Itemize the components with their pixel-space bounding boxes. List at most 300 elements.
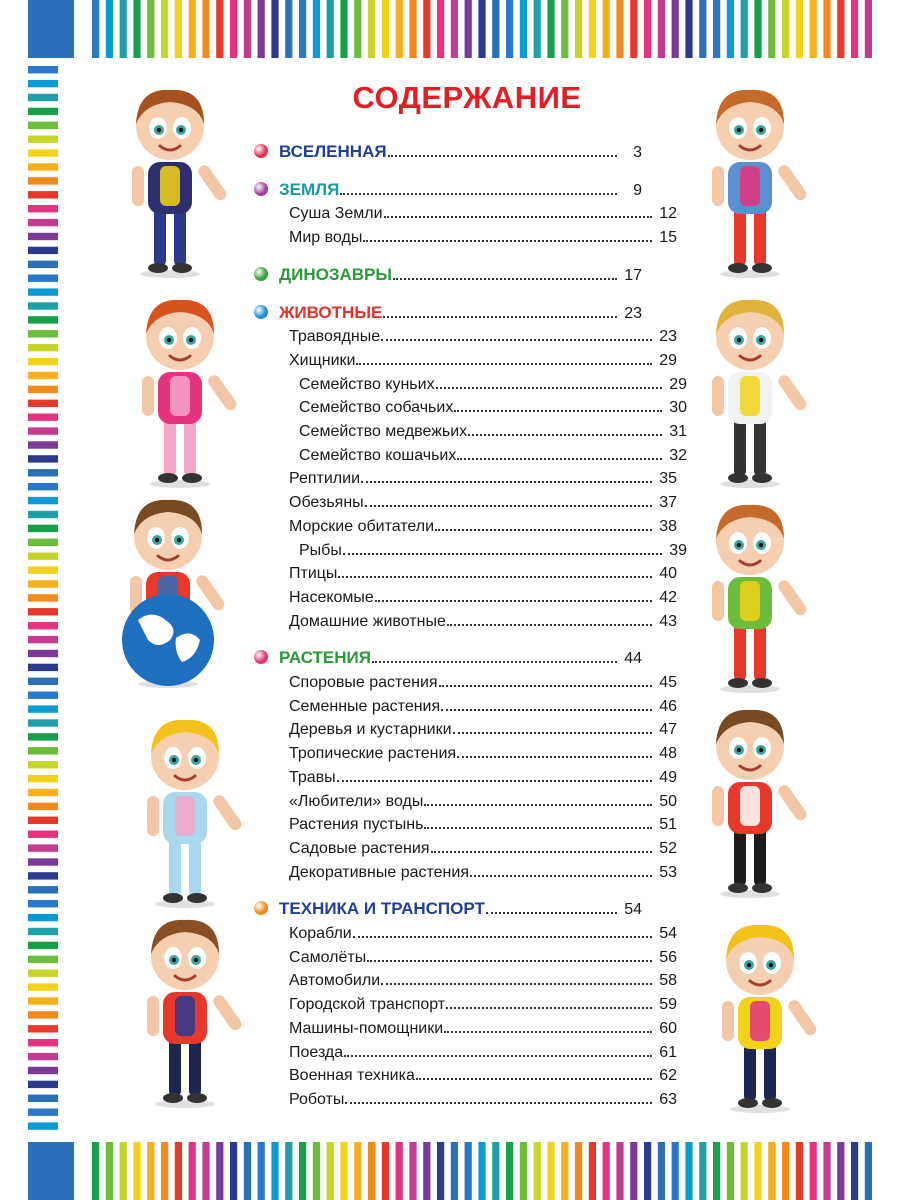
dot-leader: [345, 1102, 652, 1104]
dot-leader: [454, 410, 662, 412]
bullet-dot-icon: [254, 182, 268, 196]
toc-entry-row: [254, 741, 677, 763]
border-stripe: [28, 858, 58, 865]
toc-label: ЖИВОТНЫЕ: [279, 302, 383, 322]
border-stripe: [28, 1039, 58, 1046]
border-stripe: [133, 1142, 140, 1200]
border-stripe: [28, 1081, 58, 1088]
toc-page-number: 61: [659, 1043, 677, 1061]
toc-label: Травоядные: [289, 328, 381, 346]
border-stripe: [230, 1142, 237, 1200]
border-stripe: [28, 705, 58, 712]
toc-entry-row: [254, 348, 677, 370]
toc-label: Декоративные растения: [289, 863, 469, 881]
toc-entry-row: [254, 585, 677, 607]
toc-page-number: 42: [659, 588, 677, 606]
toc-label: Автомобили: [289, 972, 381, 990]
border-stripe: [147, 0, 154, 58]
border-stripe: [28, 344, 58, 351]
border-stripe: [285, 1142, 292, 1200]
dot-leader: [436, 387, 662, 389]
toc-entry-row: [254, 561, 677, 583]
toc-page-number: 59: [659, 996, 677, 1014]
dot-leader: [431, 851, 653, 853]
border-stripe: [28, 441, 58, 448]
toc-entry-row: [254, 836, 677, 858]
border-stripe: [768, 1142, 775, 1200]
border-stripe: [478, 0, 485, 58]
border-stripe: [423, 1142, 430, 1200]
border-stripe: [354, 1142, 361, 1200]
border-stripe: [28, 94, 58, 101]
border-stripe: [28, 386, 58, 393]
toc-entry-row: [254, 466, 677, 488]
toc-label: Тропические растения: [289, 745, 457, 763]
dot-leader: [470, 875, 652, 877]
toc-label: ВСЕЛЕННАЯ: [279, 142, 387, 161]
border-stripe: [699, 1142, 706, 1200]
border-stripe: [741, 1142, 748, 1200]
toc-entry-row: [254, 372, 687, 394]
border-stripe: [28, 427, 58, 434]
border-stripe: [727, 1142, 734, 1200]
border-stripe: [28, 191, 58, 198]
border-stripe: [258, 1142, 265, 1200]
border-stripe: [451, 0, 458, 58]
toc-entry-row: [254, 324, 677, 346]
border-stripe: [340, 0, 347, 58]
border-stripe: [644, 1142, 651, 1200]
border-stripe: [768, 0, 775, 58]
toc-label: Травы: [289, 768, 336, 786]
bullet-dot-icon: [254, 305, 268, 319]
toc-label: Хищники: [289, 351, 356, 369]
girl-blonde-pigtails-illustration: [125, 710, 245, 910]
toc-entry-row: [254, 717, 677, 739]
toc-entry-row: [254, 490, 677, 512]
dot-leader: [424, 804, 652, 806]
border-stripe: [175, 1142, 182, 1200]
border-stripe: [28, 108, 58, 115]
border-stripe: [258, 0, 265, 58]
toc-page-number: 12: [659, 205, 677, 223]
border-stripe: [28, 650, 58, 657]
corner-block: [28, 1142, 74, 1200]
border-stripe: [216, 1142, 223, 1200]
toc-label: Садовые растения: [289, 839, 430, 857]
boy-with-books-illustration: [125, 910, 245, 1110]
border-stripe: [630, 1142, 637, 1200]
border-stripe: [865, 0, 872, 58]
border-stripe: [437, 0, 444, 58]
toc-entry-row: [254, 201, 677, 223]
dot-leader: [344, 1055, 652, 1057]
border-stripe: [28, 483, 58, 490]
toc-label: ТЕХНИКА И ТРАНСПОРТ: [279, 899, 485, 919]
toc-entry-row: [254, 1063, 677, 1085]
border-stripe: [28, 233, 58, 240]
toc-page-number: 54: [659, 925, 677, 942]
rainbow-border-bottom: [0, 1142, 900, 1200]
girl-blonde-long-hair-illustration: [700, 915, 820, 1115]
border-stripe: [28, 149, 58, 156]
dot-leader: [441, 709, 652, 711]
toc-label: Мир воды: [289, 229, 363, 247]
toc-label: Споровые растения: [289, 674, 438, 691]
border-stripe: [782, 1142, 789, 1200]
border-stripe: [28, 163, 58, 170]
toc-entry-row: [254, 609, 677, 631]
toc-page-number: 35: [659, 470, 677, 488]
border-stripe: [28, 1122, 58, 1129]
boy-with-globe-illustration: [108, 490, 228, 690]
border-stripe: [313, 0, 320, 58]
border-stripe: [492, 1142, 499, 1200]
toc-entry-row: [254, 789, 677, 811]
boy-red-shirt-illustration: [690, 700, 810, 900]
toc-label: Семенные растения: [289, 697, 441, 715]
bullet-dot-icon: [254, 650, 268, 664]
toc-page-number: 44: [624, 650, 642, 668]
border-stripe: [28, 1067, 58, 1074]
border-stripe: [28, 288, 58, 295]
border-stripe: [478, 1142, 485, 1200]
toc-section-row: [254, 646, 642, 668]
border-stripe: [202, 1142, 209, 1200]
toc-page-number: 15: [659, 229, 677, 247]
border-stripe: [189, 0, 196, 58]
border-stripe: [658, 0, 665, 58]
border-stripe: [28, 872, 58, 879]
toc-entry-row: [254, 514, 677, 536]
border-stripe: [202, 0, 209, 58]
border-stripe: [865, 1142, 872, 1200]
toc-entry-row: [254, 538, 687, 560]
toc-label: РАСТЕНИЯ: [279, 648, 371, 668]
border-stripe: [520, 1142, 527, 1200]
toc-entry-row: [254, 812, 677, 834]
border-stripe: [28, 1053, 58, 1060]
border-stripe: [28, 511, 58, 518]
border-stripe: [851, 0, 858, 58]
border-stripe: [28, 455, 58, 462]
border-stripe: [28, 1095, 58, 1102]
border-stripe: [271, 0, 278, 58]
border-stripe: [28, 1109, 58, 1116]
border-stripe: [28, 553, 58, 560]
toc-label: Роботы: [289, 1090, 345, 1108]
toc-section-row: [254, 178, 642, 200]
border-stripe: [28, 622, 58, 629]
border-stripe: [603, 1142, 610, 1200]
toc-page-number: 39: [669, 541, 687, 559]
border-stripe: [244, 0, 251, 58]
border-stripe: [396, 1142, 403, 1200]
border-stripe: [28, 302, 58, 309]
border-stripe: [28, 136, 58, 143]
border-stripe: [28, 636, 58, 643]
toc-label: ЗЕМЛЯ: [279, 179, 340, 199]
border-stripe: [28, 678, 58, 685]
border-stripe: [354, 0, 361, 58]
toc-label: Домашние животные: [289, 612, 446, 630]
border-stripe: [28, 608, 58, 615]
dot-leader: [457, 756, 652, 758]
toc-page-number: 40: [659, 565, 677, 583]
border-stripe: [810, 0, 817, 58]
toc-label: Деревья и кустарники: [289, 721, 452, 739]
border-stripe: [327, 0, 334, 58]
border-stripe: [465, 0, 472, 58]
border-stripe: [520, 0, 527, 58]
border-stripe: [175, 0, 182, 58]
toc-label: Семейство медвежьих: [299, 423, 468, 440]
dot-leader: [375, 600, 652, 602]
border-stripe: [28, 956, 58, 963]
border-stripe: [561, 0, 568, 58]
dot-leader: [468, 434, 662, 436]
border-stripe: [28, 844, 58, 851]
border-stripe: [506, 0, 513, 58]
border-stripe: [451, 1142, 458, 1200]
dot-leader: [453, 732, 652, 734]
toc-page-number: 31: [669, 423, 687, 440]
border-stripe: [28, 594, 58, 601]
border-stripe: [28, 761, 58, 768]
border-stripe: [92, 1142, 99, 1200]
dot-leader: [353, 936, 652, 938]
toc-page-number: 54: [624, 901, 642, 919]
border-stripe: [382, 0, 389, 58]
border-stripe: [837, 0, 844, 58]
rainbow-border-left: [28, 66, 58, 1134]
border-stripe: [28, 177, 58, 184]
toc-page-number: 37: [659, 494, 677, 512]
border-stripe: [575, 0, 582, 58]
dot-leader: [424, 827, 652, 829]
toc-entry-row: [254, 1087, 677, 1109]
border-stripe: [616, 1142, 623, 1200]
border-stripe: [28, 539, 58, 546]
border-stripe: [28, 970, 58, 977]
border-stripe: [120, 1142, 127, 1200]
border-stripe: [28, 219, 58, 226]
border-stripe: [589, 1142, 596, 1200]
toc-page-number: 29: [669, 375, 687, 393]
border-stripe: [837, 1142, 844, 1200]
dot-leader: [447, 624, 652, 626]
border-stripe: [28, 719, 58, 726]
border-stripe: [409, 0, 416, 58]
border-stripe: [823, 1142, 830, 1200]
border-stripe: [28, 789, 58, 796]
dot-leader: [356, 363, 652, 365]
toc-label: Военная техника: [289, 1067, 415, 1085]
toc-page-number: 52: [659, 839, 677, 857]
toc-label: Птицы: [289, 565, 338, 583]
border-stripe: [28, 664, 58, 671]
border-stripe: [327, 1142, 334, 1200]
toc-page-number: 23: [624, 304, 642, 322]
border-stripe: [28, 400, 58, 407]
border-stripe: [754, 1142, 761, 1200]
toc-section-row: [254, 301, 642, 323]
toc-section-row: [254, 263, 642, 285]
border-stripe: [603, 0, 610, 58]
border-stripe: [28, 692, 58, 699]
dot-leader: [337, 780, 652, 782]
toc-page-number: 32: [669, 446, 687, 464]
border-stripe: [147, 1142, 154, 1200]
border-stripe: [672, 1142, 679, 1200]
toc-entry-row: [254, 443, 687, 465]
toc-page-number: 43: [659, 612, 677, 630]
border-stripe: [465, 1142, 472, 1200]
border-stripe: [340, 1142, 347, 1200]
border-stripe: [28, 997, 58, 1004]
toc-page-number: 56: [659, 948, 677, 966]
toc-entry-row: [254, 860, 677, 882]
toc-label: Обезьяны: [289, 494, 364, 512]
dot-leader: [343, 553, 662, 555]
rainbow-border-top: [0, 0, 900, 58]
border-stripe: [547, 0, 554, 58]
border-stripe: [161, 0, 168, 58]
dot-leader: [383, 316, 617, 318]
dot-leader: [340, 193, 617, 195]
border-stripe: [796, 1142, 803, 1200]
border-stripe: [244, 1142, 251, 1200]
border-stripe: [368, 0, 375, 58]
toc-entry-row: [254, 992, 677, 1014]
border-stripe: [851, 1142, 858, 1200]
border-stripe: [28, 275, 58, 282]
border-stripe: [644, 0, 651, 58]
border-stripe: [782, 0, 789, 58]
toc-section-row: [254, 140, 642, 162]
dot-leader: [446, 1007, 652, 1009]
toc-label: Суша Земли: [289, 205, 383, 223]
dot-leader: [363, 240, 652, 242]
border-stripe: [28, 775, 58, 782]
toc-section-row: [254, 897, 642, 919]
border-stripe: [216, 0, 223, 58]
toc-entry-row: [254, 1040, 677, 1062]
dot-leader: [486, 912, 617, 914]
toc-page-number: 48: [659, 745, 677, 763]
toc-page-number: 9: [633, 181, 642, 199]
bullet-dot-icon: [254, 901, 268, 915]
toc-entry-row: [254, 921, 677, 943]
border-stripe: [28, 372, 58, 379]
toc-label: Семейство собачьих: [299, 399, 454, 417]
toc-page-number: 47: [659, 721, 677, 739]
toc-page-number: 49: [659, 768, 677, 786]
border-stripe: [299, 0, 306, 58]
dot-leader: [372, 661, 617, 663]
toc-entry-row: [254, 419, 687, 441]
border-stripe: [28, 122, 58, 129]
border-stripe: [28, 817, 58, 824]
border-stripe: [28, 469, 58, 476]
border-stripe: [28, 247, 58, 254]
border-stripe: [685, 0, 692, 58]
border-stripe: [28, 1025, 58, 1032]
border-stripe: [189, 1142, 196, 1200]
dot-leader: [435, 529, 652, 531]
dot-leader: [381, 983, 652, 985]
border-stripe: [28, 497, 58, 504]
border-stripe: [810, 1142, 817, 1200]
border-stripe: [28, 330, 58, 337]
border-stripe: [106, 1142, 113, 1200]
toc-entry-row: [254, 1016, 677, 1038]
dot-leader: [384, 216, 652, 218]
border-stripe: [658, 1142, 665, 1200]
border-stripe: [589, 0, 596, 58]
border-stripe: [547, 1142, 554, 1200]
border-stripe: [534, 1142, 541, 1200]
border-stripe: [506, 1142, 513, 1200]
dot-leader: [367, 960, 652, 962]
dot-leader: [457, 458, 662, 460]
toc-label: Морские обитатели: [289, 517, 435, 535]
border-stripe: [92, 0, 99, 58]
toc-page-number: 50: [659, 792, 677, 810]
toc-label: Городской транспорт: [289, 996, 446, 1014]
border-stripe: [28, 261, 58, 268]
border-stripe: [28, 928, 58, 935]
toc-page-number: 45: [659, 674, 677, 691]
toc-entry-row: [254, 968, 677, 990]
toc-entry-row: [254, 945, 677, 967]
toc-label: Насекомые: [289, 588, 374, 606]
dot-leader: [393, 278, 617, 280]
border-stripe: [685, 1142, 692, 1200]
border-stripe: [28, 886, 58, 893]
border-stripe: [285, 0, 292, 58]
toc-label: ДИНОЗАВРЫ: [279, 264, 393, 284]
boy-pointing-illustration: [110, 80, 230, 280]
border-stripe: [28, 566, 58, 573]
border-stripe: [28, 900, 58, 907]
toc-page-number: 38: [659, 517, 677, 535]
border-stripe: [492, 0, 499, 58]
border-stripe: [616, 0, 623, 58]
border-stripe: [161, 1142, 168, 1200]
dot-leader: [388, 155, 617, 157]
border-stripe: [28, 414, 58, 421]
toc-page-number: 58: [659, 972, 677, 990]
border-stripe: [28, 1011, 58, 1018]
border-stripe: [106, 0, 113, 58]
border-stripe: [28, 983, 58, 990]
bullet-dot-icon: [254, 267, 268, 281]
border-stripe: [630, 0, 637, 58]
toc-page-number: 60: [659, 1019, 677, 1037]
toc-entry-row: [254, 694, 677, 716]
dot-leader: [338, 576, 652, 578]
toc-label: Поезда: [289, 1043, 344, 1061]
border-stripe: [396, 0, 403, 58]
toc-label: Рыбы: [299, 541, 342, 559]
border-stripe: [672, 0, 679, 58]
toc-entry-row: [254, 765, 677, 787]
border-stripe: [713, 0, 720, 58]
toc-label: Машины-помощники: [289, 1019, 444, 1037]
border-stripe: [28, 316, 58, 323]
page-title: СОДЕРЖАНИЕ: [352, 80, 582, 115]
